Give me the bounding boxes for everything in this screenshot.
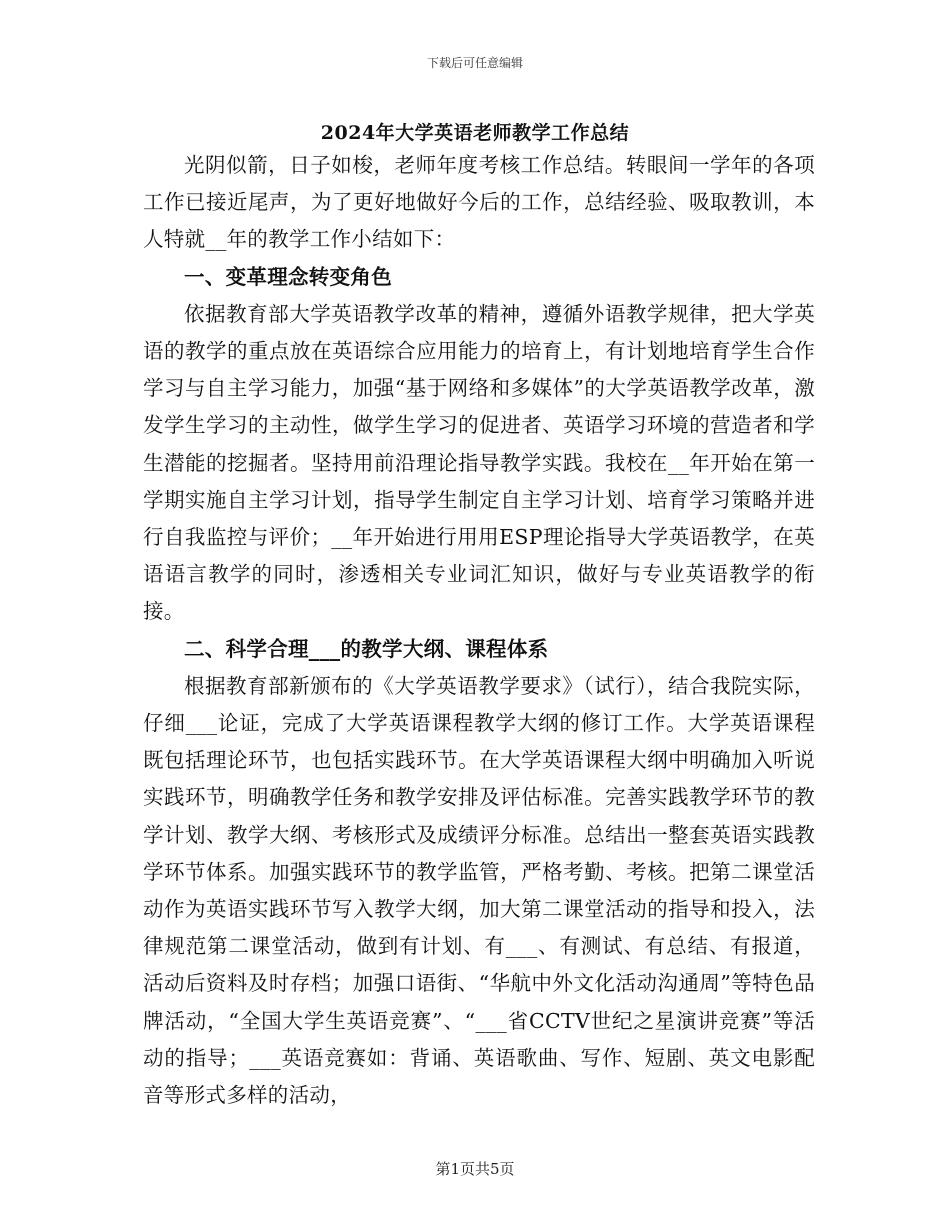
section-2-paragraph: 根据教育部新颁布的《大学英语教学要求》（试行），结合我院实际，仔细___论证，完成了大学英语课程教学大纲的修订工作。大学英语课程既包括理论环节，也包括实践环节。在大学英语课程大纲中明确加入听说实践环节，明确教学任务和教学安排及评估标准。完善实践教学环节的教学计划、教学大纲、考核形式及成绩评分标准。总结出一整套英语实践教学环节体系。加强实践环节的教学监管，严格考勤、考核。把第二课堂活动作为英语实践环节写入教学大纲，加大第二课堂活动的指导和投入，法律规范第二课堂活动，做到有计划、有___、有测试、有总结、有报道，活动后资料及时存档；加强口语街、“华航中外文化活动沟通周”等特色品牌活动，“全国大学生英语竞赛”、“___省CCTV世纪之星演讲竞赛”等活动的指导；___英语竞赛如：背诵、英语歌曲、写作、短剧、英文电影配音等形式多样的活动， [143,673,815,1108]
header-note: 下载后可任意编辑 [426,56,523,70]
document-body [143,147,815,1114]
section-1-heading: 一、变革理念转变角色 [184,264,392,289]
document-title: 2024年大学英语老师教学工作总结 [320,122,630,144]
section-2-heading: 二、科学合理___的教学大纲、课程体系 [184,636,549,661]
intro-paragraph: 光阴似箭，日子如梭，老师年度考核工作总结。转眼间一学年的各项工作已接近尾声，为了更好地做好今后的工作，总结经验、吸取教训，本人特就__年的教学工作小结如下： [143,153,815,252]
section-1-paragraph: 依据教育部大学英语教学改革的精神，遵循外语教学规律，把大学英语的教学的重点放在英语综合应用能力的培育上，有计划地培育学生合作学习与自主学习能力，加强“基于网络和多媒体”的大学英语教学改革，激发学生学习的主动性，做学生学习的促进者、英语学习环境的营造者和学生潜能的挖掘者。坚持用前沿理论指导教学实践。我校在__年开始在第一学期实施自主学习计划，指导学生制定自主学习计划、培育学习策略并进行自我监控与评价；__年开始进行用用ESP理论指导大学英语教学，在英语语言教学的同时，渗透相关专业词汇知识，做好与专业英语教学的衔接。 [143,301,815,624]
page-number-footer: 第1页共5页 [435,1160,515,1178]
